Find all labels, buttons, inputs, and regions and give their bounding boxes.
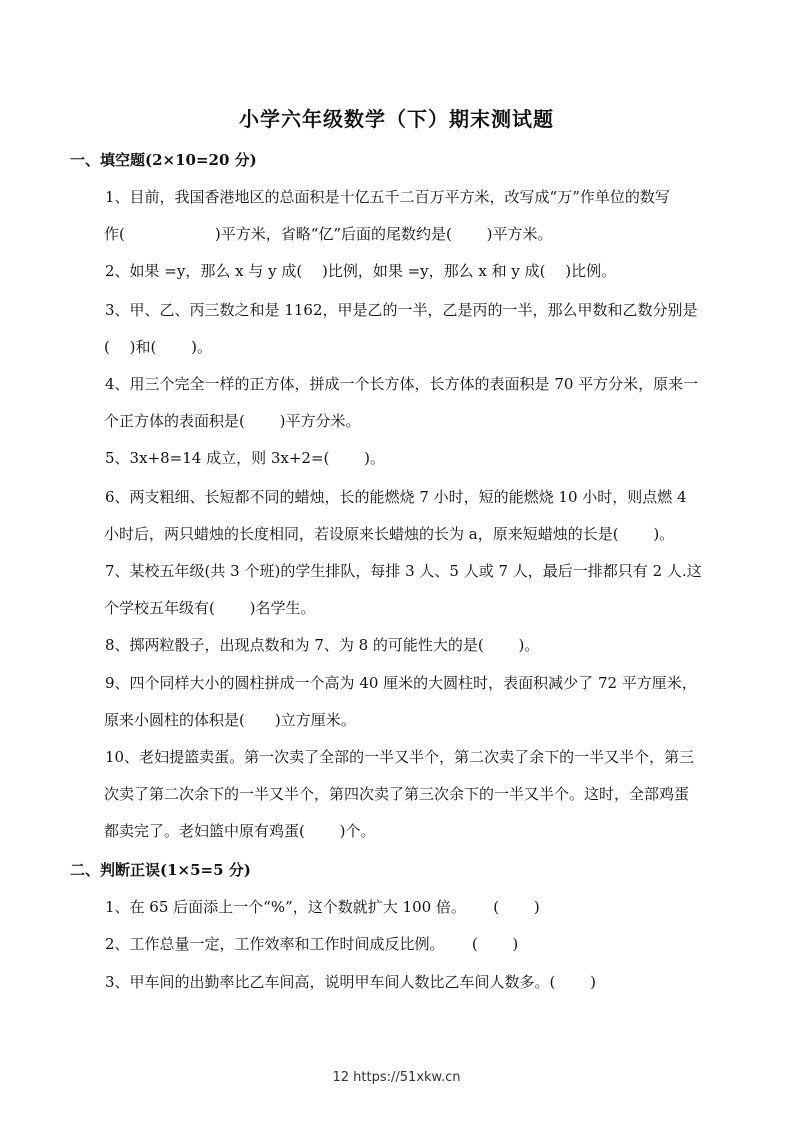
question-5-line-1: 5、3x+8=14 成立，则 3x+2=( )。: [105, 449, 386, 467]
question-8-line-1: 8、掷两粒骰子，出现点数和为 7、为 8 的可能性大的是( )。: [105, 636, 540, 654]
question-9-line-1: 9、四个同样大小的圆柱拼成一个高为 40 厘米的大圆柱时，表面积减少了 72 平方厘米，: [105, 674, 697, 692]
question-3-line-2: ( )和( )。: [104, 338, 212, 356]
question-7-line-2: 个学校五年级有( )名学生。: [104, 599, 316, 617]
judgement-3: 3、甲车间的出勤率比乙车间高，说明甲车间人数比乙车间人数多。( ): [105, 973, 597, 991]
question-1-line-2: 作( )平方米，省略“亿”后面的尾数约是( )平方米。: [104, 225, 553, 243]
question-6-line-1: 6、两支粗细、长短都不同的蜡烛，长的能燃烧 7 小时，短的能燃烧 10 小时，则点燃 4: [105, 488, 687, 506]
question-1-line-1: 1、目前，我国香港地区的总面积是十亿五千二百万平方米，改写成“万”作单位的数写: [105, 188, 670, 206]
question-3-line-1: 3、甲、乙、丙三数之和是 1162，甲是乙的一半，乙是丙的一半，那么甲数和乙数分别是: [105, 301, 698, 319]
section-2-heading: 二、判断正误(1×5=5 分): [70, 861, 251, 879]
judgement-2: 2、工作总量一定，工作效率和工作时间成反比例。 ( ): [105, 935, 519, 953]
question-10-line-3: 都卖完了。老妇篮中原有鸡蛋( )个。: [104, 822, 376, 840]
question-2-line-1: 2、如果 =y，那么 x 与 y 成( )比例，如果 =y，那么 x 和 y 成( )比例。: [105, 262, 617, 280]
question-9-line-2: 原来小圆柱的体积是( )立方厘米。: [104, 711, 356, 729]
question-4-line-1: 4、用三个完全一样的正方体，拼成一个长方体，长方体的表面积是 70 平方分米，原来一: [105, 375, 699, 393]
page-title: 小学六年级数学（下）期末测试题: [239, 107, 554, 131]
section-1-heading: 一、填空题(2×10=20 分): [70, 151, 257, 169]
question-7-line-1: 7、某校五年级(共 3 个班)的学生排队，每排 3 人、5 人或 7 人，最后一排都只有 2 人.这: [105, 562, 702, 580]
question-4-line-2: 个正方体的表面积是( )平方分米。: [104, 412, 361, 430]
question-6-line-2: 小时后，两只蜡烛的长度相同，若设原来长蜡烛的长为 a，原来短蜡烛的长是( )。: [104, 525, 675, 543]
question-10-line-1: 10、老妇提篮卖蛋。第一次卖了全部的一半又半个，第二次卖了余下的一半又半个，第三: [105, 748, 695, 766]
page-footer: 12 https://51xkw.cn: [332, 1070, 461, 1085]
judgement-1: 1、在 65 后面添上一个“%”，这个数就扩大 100 倍。 ( ): [105, 898, 540, 916]
question-10-line-2: 次卖了第二次余下的一半又半个，第四次卖了第三次余下的一半又半个。这时，全部鸡蛋: [104, 785, 690, 803]
